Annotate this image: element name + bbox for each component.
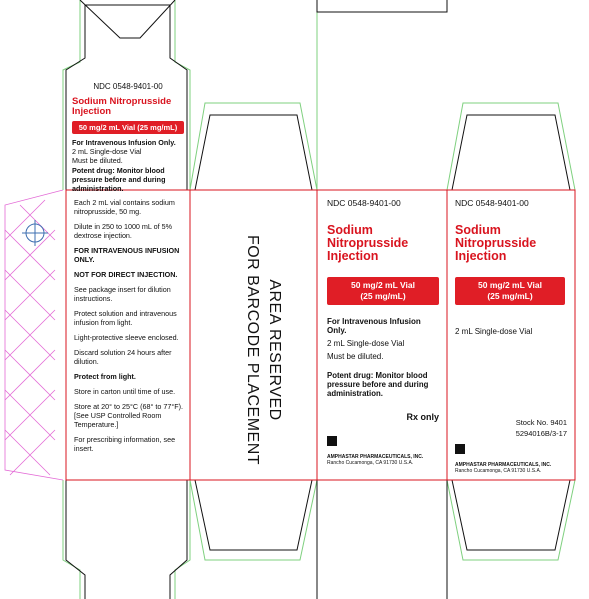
back-panel (455, 198, 567, 480)
side-line: Each 2 mL vial contains sodium nitroprusside, 50 mg. (74, 198, 175, 216)
back-company: AMPHASTAR PHARMACEUTICALS, INC. (455, 462, 552, 468)
side-line: See package insert for dilution instructions. (74, 285, 171, 303)
back-vial: 2 mL Single-dose Vial (455, 327, 533, 336)
front-strength-line2: (25 mg/mL) (360, 291, 406, 301)
front-strength-line1: 50 mg/2 mL Vial (351, 280, 415, 290)
top-infusion: For Intravenous Infusion Only. (72, 138, 176, 147)
side-line: Store at 20° to 25°C (68° to 77°F). [See USP Controlled Room Temperature.] (74, 402, 183, 429)
front-ndc: NDC 0548-9401-00 (327, 198, 401, 208)
front-infusion: For Intravenous Infusion Only. (327, 317, 421, 335)
side-line: FOR INTRAVENOUS INFUSION ONLY. (74, 246, 180, 264)
side-line: Light-protective sleeve enclosed. (74, 333, 179, 342)
top-strength-badge: 50 mg/2 mL Vial (25 mg/mL) (72, 121, 184, 134)
top-ndc: NDC 0548-9401-00 (93, 82, 163, 91)
top-warning: Potent drug: Monitor blood pressure before and during administration. (72, 166, 166, 193)
back-manufacturer (455, 444, 567, 480)
side-line: Discard solution 24 hours after dilution. (74, 348, 172, 366)
back-strength-line1: 50 mg/2 mL Vial (478, 280, 542, 290)
top-vial: 2 mL Single-dose Vial (72, 147, 142, 156)
front-dilute: Must be diluted. (327, 352, 384, 361)
back-strength-badge (455, 277, 565, 305)
front-company: AMPHASTAR PHARMACEUTICALS, INC. (327, 454, 424, 460)
top-flap (72, 82, 184, 193)
back-strength-line2: (25 mg/mL) (487, 291, 533, 301)
front-address: Rancho Cucamonga, CA 91730 U.S.A. (327, 460, 414, 466)
back-ndc: NDC 0548-9401-00 (455, 198, 529, 208)
front-drug-name: Sodium Nitroprusside Injection (327, 223, 409, 263)
top-drug-name: Sodium Nitroprusside Injection (72, 96, 172, 117)
front-warning: Potent drug: Monitor blood pressure before and during administration. (327, 371, 429, 398)
back-code: 5294016B/3-17 (515, 429, 567, 438)
side-line: Dilute in 250 to 1000 mL of 5% dextrose injection. (74, 222, 173, 240)
amphastar-logo-icon (327, 436, 337, 446)
amphastar-logo-icon (455, 444, 465, 454)
front-strength-badge (327, 277, 439, 305)
side-line: For prescribing information, see insert. (74, 435, 176, 453)
front-panel (327, 198, 439, 472)
front-manufacturer (327, 436, 439, 472)
barcode-area-label (225, 220, 285, 480)
back-drug-name: Sodium Nitroprusside Injection (455, 223, 537, 263)
barcode-line2: FOR BARCODE PLACEMENT (244, 234, 261, 466)
side-line: Protect from light. (74, 372, 136, 381)
side-line: NOT FOR DIRECT INJECTION. (74, 270, 178, 279)
back-stock: Stock No. 9401 (515, 418, 567, 427)
top-dilute: Must be diluted. (72, 156, 123, 165)
front-rx: Rx only (406, 412, 439, 422)
barcode-line1: AREA RESERVED (266, 279, 283, 421)
side-line: Store in carton until time of use. (74, 387, 176, 396)
back-address: Rancho Cucamonga, CA 91730 U.S.A. (455, 468, 542, 474)
side-panel (74, 198, 186, 453)
registration-mark (22, 220, 48, 246)
front-vial: 2 mL Single-dose Vial (327, 339, 405, 348)
side-line: Protect solution and intravenous infusion from light. (74, 309, 177, 327)
